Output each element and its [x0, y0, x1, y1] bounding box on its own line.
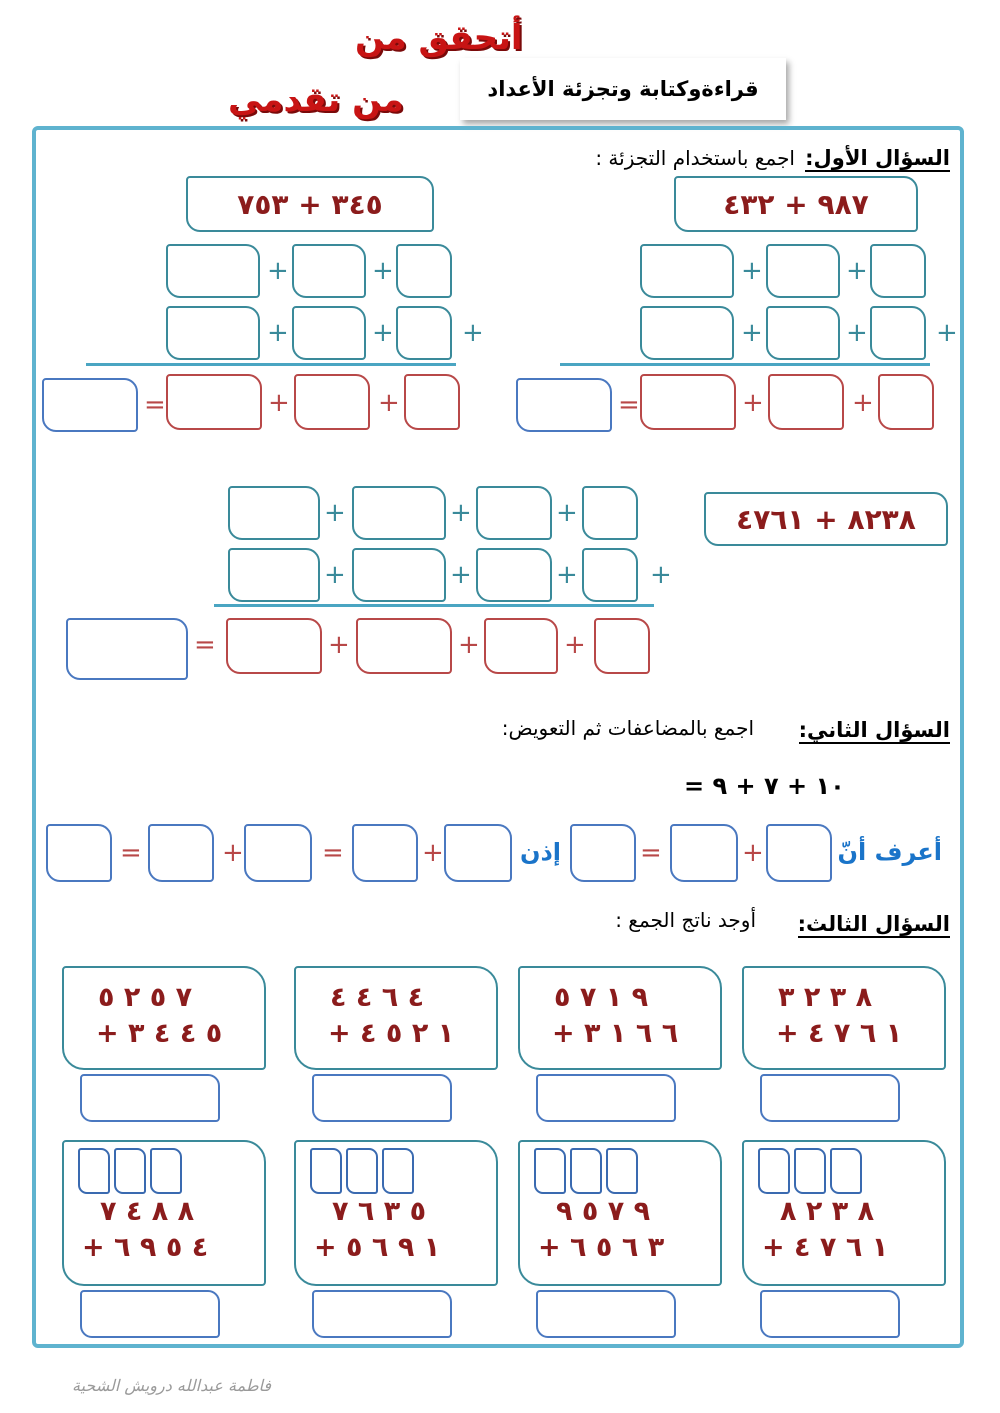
- q1b-plus: +: [268, 388, 290, 418]
- q3-row2-answer-box[interactable]: [312, 1290, 452, 1338]
- q1c-row0-box-0[interactable]: [228, 486, 320, 540]
- q2-know-box-2[interactable]: [766, 824, 832, 882]
- q1c-sum-box-2[interactable]: [484, 618, 558, 674]
- q3-row2-answer-box[interactable]: [760, 1290, 900, 1338]
- q3-row2-top-number: ٥ ٣ ٦ ٧: [332, 1196, 427, 1227]
- q1a-sum-bar: [560, 363, 930, 366]
- author-signature: فاطمة عبدالله درويش الشحية: [72, 1376, 272, 1395]
- q1c-plus: +: [328, 630, 350, 660]
- q1b-row0-ones-box[interactable]: [396, 244, 452, 298]
- q1-label: السؤال الأول:: [805, 146, 950, 170]
- q1a-row1-tens-box[interactable]: [766, 306, 840, 360]
- q3-row2-top-number: ٩ ٧ ٥ ٩: [556, 1196, 651, 1227]
- q3-regroup-box[interactable]: [114, 1148, 146, 1194]
- q1c-row1-box-3[interactable]: [582, 548, 638, 602]
- q3-row1-answer-box[interactable]: [312, 1074, 452, 1122]
- q1b-sum-tens-box[interactable]: [294, 374, 370, 430]
- q1b-plus: +: [378, 388, 400, 418]
- q1a-sum-tens-box[interactable]: [768, 374, 844, 430]
- q1c-plus: +: [564, 630, 586, 660]
- q1-problem-b: ٣٤٥ + ٧٥٣: [186, 176, 434, 232]
- q1a-sum-hundreds-box[interactable]: [640, 374, 736, 430]
- q2-then-box-2[interactable]: [352, 824, 418, 882]
- q1c-sum-box-1[interactable]: [356, 618, 452, 674]
- q1c-sum-box-3[interactable]: [594, 618, 650, 674]
- q1c-row0-box-3[interactable]: [582, 486, 638, 540]
- q2-equals: =: [640, 838, 662, 868]
- q1-problem-a: ٩٨٧ + ٤٣٢: [674, 176, 918, 232]
- q3-regroup-box[interactable]: [794, 1148, 826, 1194]
- q1a-plus: +: [852, 388, 874, 418]
- q3-row2-bottom-number: ١ ٩ ٦ ٥ +: [314, 1232, 441, 1263]
- q1b-plus: +: [372, 318, 394, 348]
- q3-row1-bottom-number: ٥ ٤ ٤ ٣ +: [96, 1018, 223, 1049]
- title-line1: أتحقق من: [355, 18, 523, 58]
- title-line2: من تقدمي: [228, 80, 404, 120]
- q2-then-box-3[interactable]: [244, 824, 312, 882]
- q2-expression: ١٠ + ٧ + ٩ =: [684, 772, 845, 800]
- q3-row1-bottom-number: ١ ٢ ٥ ٤ +: [328, 1018, 455, 1049]
- q1b-equals: =: [144, 390, 166, 420]
- q2-plus: +: [422, 838, 444, 868]
- q1a-plus: +: [846, 256, 868, 286]
- q3-row2-answer-box[interactable]: [536, 1290, 676, 1338]
- q2-plus: +: [742, 838, 764, 868]
- q1a-result-box[interactable]: [516, 378, 612, 432]
- q1a-plus: +: [741, 318, 763, 348]
- q1c-sum-bar: [214, 604, 654, 607]
- q3-row2-top-number: ٨ ٨ ٤ ٧: [100, 1196, 195, 1227]
- q1b-plus: +: [462, 318, 484, 348]
- q1a-row0-tens-box[interactable]: [766, 244, 840, 298]
- subtitle: قراءةوكتابة وتجزئة الأعداد: [460, 58, 786, 120]
- q1a-row0-ones-box[interactable]: [870, 244, 926, 298]
- know-label: أعرف أنّ: [837, 838, 942, 866]
- q3-row2-bottom-number: ٤ ٥ ٩ ٦ +: [82, 1232, 209, 1263]
- q1b-row1-tens-box[interactable]: [292, 306, 366, 360]
- q3-regroup-box[interactable]: [758, 1148, 790, 1194]
- q3-regroup-box[interactable]: [830, 1148, 862, 1194]
- q2-instruction: اجمع بالمضاعفات ثم التعويض:: [501, 716, 754, 740]
- q1c-equals: =: [194, 630, 216, 660]
- q1b-sum-hundreds-box[interactable]: [166, 374, 262, 430]
- q3-regroup-box[interactable]: [310, 1148, 342, 1194]
- q1c-row0-box-1[interactable]: [352, 486, 446, 540]
- q3-row1-answer-box[interactable]: [536, 1074, 676, 1122]
- q3-regroup-box[interactable]: [534, 1148, 566, 1194]
- q1b-plus: +: [267, 256, 289, 286]
- q3-row1-top-number: ٤ ٦ ٤ ٤: [330, 982, 425, 1013]
- q3-row2-answer-box[interactable]: [80, 1290, 220, 1338]
- q2-equals: =: [322, 838, 344, 868]
- q3-regroup-box[interactable]: [150, 1148, 182, 1194]
- q1b-row0-hundreds-box[interactable]: [166, 244, 260, 298]
- q1b-sum-bar: [86, 363, 456, 366]
- q1c-row1-box-0[interactable]: [228, 548, 320, 602]
- q1a-row1-hundreds-box[interactable]: [640, 306, 734, 360]
- q3-label: السؤال الثالث:: [797, 912, 950, 936]
- q3-regroup-box[interactable]: [346, 1148, 378, 1194]
- q1c-plus: +: [324, 498, 346, 528]
- q1-instruction: اجمع باستخدام التجزئة :: [595, 146, 795, 170]
- q1c-plus: +: [556, 498, 578, 528]
- q1a-plus: +: [742, 388, 764, 418]
- q1b-row1-hundreds-box[interactable]: [166, 306, 260, 360]
- q1a-plus: +: [846, 318, 868, 348]
- q3-row2-bottom-number: ١ ٦ ٧ ٤ +: [762, 1232, 889, 1263]
- q1a-plus: +: [936, 318, 958, 348]
- q1c-plus: +: [650, 560, 672, 590]
- q3-regroup-box[interactable]: [570, 1148, 602, 1194]
- q3-row1-bottom-number: ٦ ٦ ١ ٣ +: [552, 1018, 679, 1049]
- q2-know-result-box[interactable]: [570, 824, 636, 882]
- q2-label: السؤال الثاني:: [798, 718, 950, 742]
- q1c-row1-box-1[interactable]: [352, 548, 446, 602]
- q1b-row0-tens-box[interactable]: [292, 244, 366, 298]
- q1c-plus: +: [450, 560, 472, 590]
- q1a-equals: =: [618, 390, 640, 420]
- q3-row1-top-number: ٨ ٣ ٢ ٣: [778, 982, 873, 1013]
- q3-regroup-box[interactable]: [606, 1148, 638, 1194]
- q1b-plus: +: [372, 256, 394, 286]
- q3-instruction: أوجد ناتج الجمع :: [615, 908, 756, 932]
- q1-problem-c: ٨٢٣٨ + ٤٧٦١: [704, 492, 948, 546]
- q1c-result-box[interactable]: [66, 618, 188, 680]
- q3-row1-top-number: ٧ ٥ ٢ ٥: [98, 982, 193, 1013]
- q3-row1-answer-box[interactable]: [80, 1074, 220, 1122]
- q1a-plus: +: [741, 256, 763, 286]
- q1c-sum-box-0[interactable]: [226, 618, 322, 674]
- q2-then-box-4[interactable]: [148, 824, 214, 882]
- q3-row2-top-number: ٨ ٣ ٢ ٨: [780, 1196, 875, 1227]
- q3-row1-top-number: ٩ ١ ٧ ٥: [554, 982, 649, 1013]
- q1b-result-box[interactable]: [42, 378, 138, 432]
- q1a-row0-hundreds-box[interactable]: [640, 244, 734, 298]
- q2-then-box-1[interactable]: [444, 824, 512, 882]
- q2-know-box-1[interactable]: [670, 824, 738, 882]
- q1c-plus: +: [458, 630, 480, 660]
- q3-row1-bottom-number: ١ ٦ ٧ ٤ +: [776, 1018, 903, 1049]
- q1c-plus: +: [556, 560, 578, 590]
- q3-regroup-box[interactable]: [382, 1148, 414, 1194]
- q2-final-box[interactable]: [46, 824, 112, 882]
- q1c-plus: +: [324, 560, 346, 590]
- q3-regroup-box[interactable]: [78, 1148, 110, 1194]
- q1b-plus: +: [267, 318, 289, 348]
- q3-row2-bottom-number: ٣ ٦ ٥ ٦ +: [538, 1232, 665, 1263]
- q1a-row1-ones-box[interactable]: [870, 306, 926, 360]
- q3-row1-answer-box[interactable]: [760, 1074, 900, 1122]
- then-label: إذن: [520, 838, 562, 866]
- q1a-sum-ones-box[interactable]: [878, 374, 934, 430]
- q1b-row1-ones-box[interactable]: [396, 306, 452, 360]
- q1c-row1-box-2[interactable]: [476, 548, 552, 602]
- q2-plus: +: [222, 838, 244, 868]
- q1c-row0-box-2[interactable]: [476, 486, 552, 540]
- q1b-sum-ones-box[interactable]: [404, 374, 460, 430]
- q2-equals: =: [120, 838, 142, 868]
- q1c-plus: +: [450, 498, 472, 528]
